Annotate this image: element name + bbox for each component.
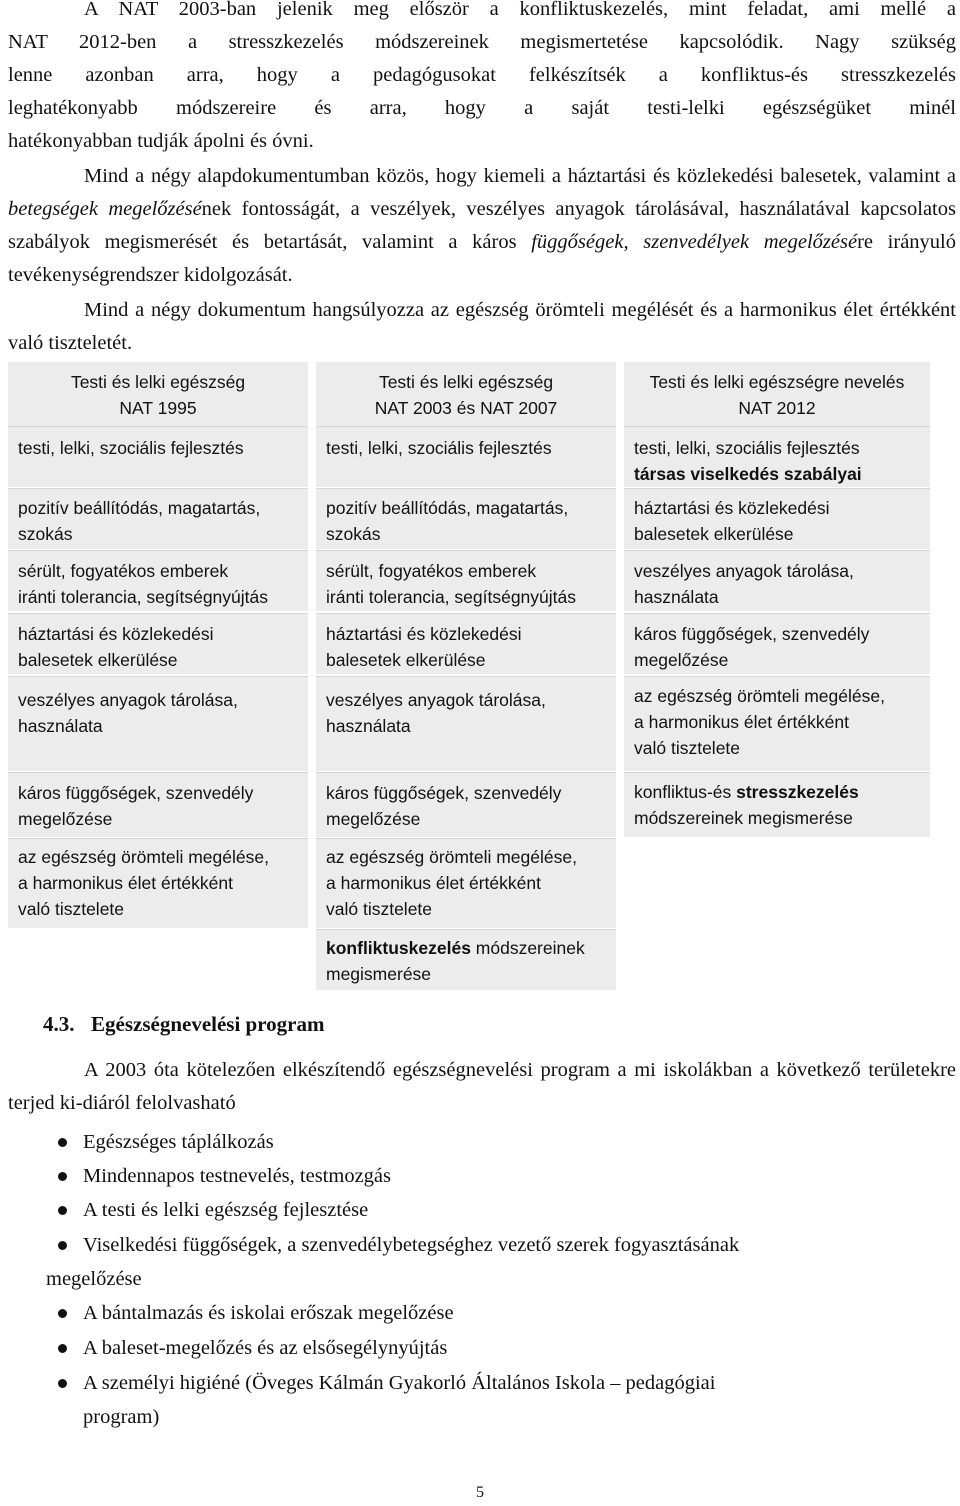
list-item: [56, 1366, 936, 1434]
table-cell: [8, 838, 308, 928]
table-cell: [316, 838, 616, 928]
cell-line: sérült, fogyatékos emberek: [18, 561, 229, 581]
table-cell: [316, 550, 616, 611]
paragraph-2: [8, 160, 956, 292]
comparison-table: [8, 362, 930, 989]
table-cell: [8, 426, 308, 487]
p2-emph: betegségek megelőzésé: [8, 198, 202, 220]
list-item-text: A testi és lelki egészség fejlesztése: [83, 1199, 369, 1221]
cell-line: testi, lelki, szociális fejlesztés: [326, 438, 552, 458]
list-item-text-continued: program): [83, 1406, 160, 1428]
cell-line: testi, lelki, szociális fejlesztés: [634, 438, 860, 458]
p2-text: Mind a négy alapdokumentumban közös, hogy kiemeli a háztartási és közlekedési balesetek, valamint a: [84, 165, 956, 187]
table-cell: [316, 772, 616, 837]
table-cell: [8, 613, 308, 674]
section-heading: [43, 1012, 324, 1037]
cell-line: a harmonikus élet értékként: [634, 712, 849, 732]
section-number: 4.3.: [43, 1012, 75, 1036]
bullet-icon: [58, 1138, 67, 1147]
cell-line: megelőzése: [634, 650, 729, 670]
cell-line: háztartási és közlekedési: [634, 498, 830, 518]
cell-line: veszélyes anyagok tárolása,: [326, 690, 546, 710]
cell-text: konfliktus-és: [634, 782, 737, 802]
paragraph-1: [8, 0, 956, 158]
cell-line: balesetek elkerülése: [18, 650, 178, 670]
column-header: [316, 362, 616, 427]
table-cell: [624, 426, 930, 487]
column-header-title: Testi és lelki egészség: [70, 372, 246, 392]
cell-line: megelőzése: [326, 809, 421, 829]
cell-line: használata: [18, 716, 103, 736]
cell-line: társas viselkedés szabályai: [634, 464, 862, 484]
cell-line: iránti tolerancia, segítségnyújtás: [18, 587, 268, 607]
p1-line: NAT 2012-ben a stresszkezelés módszereinek megismertetése kapcsolódik. Nagy szükség: [8, 31, 956, 53]
cell-line: balesetek elkerülése: [326, 650, 486, 670]
cell-line: sérült, fogyatékos emberek: [326, 561, 537, 581]
table-column-nat-2003-2007: [316, 362, 616, 989]
list-item-text: Viselkedési függőségek, a szenvedélybetegséghez vezető szerek fogyasztásának: [83, 1234, 740, 1256]
cell-line: iránti tolerancia, segítségnyújtás: [326, 587, 576, 607]
table-cell: [316, 488, 616, 549]
cell-text: módszereinek: [470, 938, 585, 958]
cell-line: megismerése: [326, 964, 432, 984]
cell-line: az egészség örömteli megélése,: [326, 847, 577, 867]
p1-line: lenne azonban arra, hogy a pedagógusokat felkészítsék a konfliktus-és stresszkezelés: [8, 64, 956, 86]
table-cell: [624, 676, 930, 771]
cell-line: használata: [634, 587, 719, 607]
column-header-subtitle: NAT 2012: [738, 398, 816, 418]
cell-line: [326, 935, 610, 961]
cell-line: háztartási és közlekedési: [18, 624, 214, 644]
table-cell: [316, 426, 616, 487]
section-intro: A 2003 óta kötelezően elkészítendő egészségnevelési program a mi iskolákban a következő területekre terjed ki-diáról felolvasható: [8, 1059, 956, 1114]
bullet-icon: [58, 1172, 67, 1181]
cell-line: való tisztelete: [18, 899, 125, 919]
column-header: [624, 362, 930, 427]
list-item: [46, 1228, 936, 1296]
cell-line: veszélyes anyagok tárolása,: [634, 561, 854, 581]
list-item-text: A bántalmazás és iskolai erőszak megelőzése: [83, 1302, 454, 1324]
cell-line: való tisztelete: [634, 738, 741, 758]
p2-text: nek fontosságát, a veszélyek, veszélyes anyagok tárolásával, használatával kapcsolatos szabályok megismerését és betartását, valamint a káros: [8, 198, 956, 253]
p1-line: leghatékonyabb módszereire és arra, hogy a saját testi-lelki egészségüket minél: [8, 97, 956, 119]
table-cell: [8, 676, 308, 771]
list-item-text: Mindennapos testnevelés, testmozgás: [83, 1165, 392, 1187]
cell-line: [634, 779, 924, 805]
cell-line: az egészség örömteli megélése,: [634, 686, 885, 706]
list-item-text: A baleset-megelőzés és az elsősegélynyújtás: [83, 1337, 448, 1359]
p2-text: re irányuló tevékenységrendszer kidolgozását.: [8, 231, 956, 286]
table-cell: [624, 550, 930, 611]
bullet-icon: [58, 1206, 67, 1215]
bullet-icon: [58, 1309, 67, 1318]
table-cell: [624, 772, 930, 837]
section-title: Egészségnevelési program: [91, 1012, 325, 1036]
table-cell: [624, 613, 930, 674]
cell-line: veszélyes anyagok tárolása,: [18, 690, 238, 710]
cell-line: használata: [326, 716, 411, 736]
cell-line: való tisztelete: [326, 899, 433, 919]
p1-line: A NAT 2003-ban jelenik meg először a konfliktuskezelés, mint feladat, ami mellé a: [84, 0, 956, 20]
table-cell: [8, 550, 308, 611]
table-cell: [316, 929, 616, 990]
cell-line: pozitív beállítódás, magatartás,: [18, 498, 261, 518]
cell-line: pozitív beállítódás, magatartás,: [326, 498, 569, 518]
bullet-icon: [58, 1241, 67, 1250]
list-item-text: Egészséges táplálkozás: [83, 1131, 274, 1153]
cell-line: káros függőségek, szenvedély: [634, 624, 870, 644]
cell-line: szokás: [326, 524, 381, 544]
p1-line: hatékonyabban tudják ápolni és óvni.: [8, 130, 314, 152]
p2-emph: függőségek, szenvedélyek megelőzésé: [531, 231, 858, 253]
cell-line: megelőzése: [18, 809, 113, 829]
cell-line: káros függőségek, szenvedély: [18, 783, 254, 803]
cell-emph: konfliktuskezelés: [326, 938, 471, 958]
table-cell: [624, 488, 930, 549]
list-item-text-continued: megelőzése: [46, 1268, 142, 1290]
table-column-nat-1995: [8, 362, 308, 989]
column-header: [8, 362, 308, 427]
cell-line: a harmonikus élet értékként: [18, 873, 233, 893]
cell-line: szokás: [18, 524, 73, 544]
cell-emph: stresszkezelés: [736, 782, 859, 802]
bullet-icon: [58, 1379, 67, 1388]
bullet-icon: [58, 1344, 67, 1353]
table-cell: [316, 676, 616, 771]
page-number: 5: [476, 1484, 484, 1501]
table-column-nat-2012: [624, 362, 930, 837]
cell-line: az egészség örömteli megélése,: [18, 847, 269, 867]
cell-line: testi, lelki, szociális fejlesztés: [18, 438, 244, 458]
table-cell: [8, 488, 308, 549]
table-cell: [316, 613, 616, 674]
cell-line: módszereinek megismerése: [634, 808, 853, 828]
list-item-text: A személyi higiéné (Öveges Kálmán Gyakorló Általános Iskola – pedagógiai: [83, 1372, 716, 1394]
cell-line: a harmonikus élet értékként: [326, 873, 541, 893]
column-header-title: Testi és lelki egészség: [378, 372, 554, 392]
cell-line: háztartási és közlekedési: [326, 624, 522, 644]
paragraph-3: Mind a négy dokumentum hangsúlyozza az egészség örömteli megélését és a harmonikus élet értékként való tiszteletét.: [8, 299, 956, 354]
cell-line: káros függőségek, szenvedély: [326, 783, 562, 803]
cell-line: balesetek elkerülése: [634, 524, 794, 544]
column-header-subtitle: NAT 2003 és NAT 2007: [374, 398, 558, 418]
column-header-title: Testi és lelki egészségre nevelés: [649, 372, 905, 392]
table-cell: [8, 772, 308, 837]
column-header-subtitle: NAT 1995: [119, 398, 197, 418]
